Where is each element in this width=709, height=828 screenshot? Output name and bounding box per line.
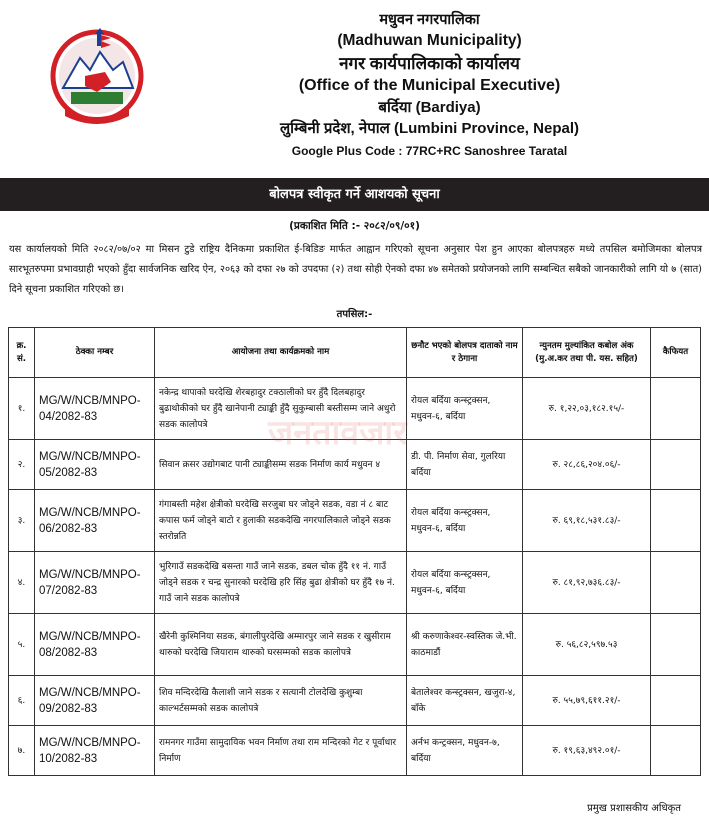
table-row: [9, 726, 701, 776]
cell-sn: ३.: [9, 490, 35, 552]
table-row: [9, 440, 701, 490]
signature-title: प्रमुख प्रशासकीय अधिकृत: [587, 803, 681, 814]
cell-bidder: श्री करुणाकेश्वर-स्वस्तिक जे.भी. काठमाडौं: [407, 614, 523, 676]
cell-contract-no: MG/W/NCB/MNPO-05/2082-83: [35, 440, 155, 490]
table-header-row: [9, 328, 701, 378]
header-sn: क्र. सं.: [9, 328, 35, 378]
cell-bidder: अर्नभ कन्ट्रक्सन, मधुवन-७, बर्दिया: [407, 726, 523, 776]
cell-contract-no: MG/W/NCB/MNPO-08/2082-83: [35, 614, 155, 676]
cell-project: खैरेनी कुश्मिनिया सडक, बंगालीपुरदेखि अम्मारपुर जाने सडक र खुसीराम थारुको घरदेखि जियाराम थारुको घरसम्मको सडक कालोपत्रे: [155, 614, 407, 676]
cell-remarks: [651, 440, 701, 490]
header-remarks: कैफियत: [651, 328, 701, 378]
cell-remarks: [651, 490, 701, 552]
cell-project: गंगाबस्ती महेश क्षेत्रीको घरदेखि सरजुबा घर जोड्ने सडक, वडा नं ८ बाट कपास फर्म जोड्ने बाटो र हुलाकी सडकदेखि नगरपालिकाले जोड्ने सडक स्तरोन्नति: [155, 490, 407, 552]
cell-amount: रु. ५६,८२,५९७.५३: [523, 614, 651, 676]
cell-bidder: रोयल बर्दिया कन्स्ट्रक्सन, मधुवन-६, बर्दिया: [407, 378, 523, 440]
table-row: [9, 614, 701, 676]
cell-remarks: [651, 726, 701, 776]
office-name-nepali: नगर कार्यपालिकाको कार्यालय: [339, 54, 520, 73]
cell-amount: रु. २८,८६,२०४.०६/-: [523, 440, 651, 490]
cell-sn: २.: [9, 440, 35, 490]
cell-sn: ७.: [9, 726, 35, 776]
district-name: बर्दिया (Bardiya): [378, 99, 481, 116]
cell-project: नकेन्द्र थापाको घरदेखि शेरबहादुर टक्ठालीको घर हुँदै दिलबहादुर बुढाथोकीको घर हुँदै खानेपानी ट्याङ्की हुँदै सुकुम्बासी बस्तीसम्म जाने अधुरो सडक कालोपत्रे: [155, 378, 407, 440]
cell-amount: रु. ५५,७९,६११.२१/-: [523, 676, 651, 726]
intro-paragraph: यस कार्यालयको मिति २०८२/०७/०२ मा मिसन टुडे राष्ट्रिय दैनिकमा प्रकाशित ई-बिडिङ मार्फत आह्वान गरिएको सूचना अनुसार पेश हुन आएका बोलपत्रहरु मध्ये तपसिल बमोजिमका बोलपत्र सारभूतरुपमा प्रभावग्राही भएको हुँदा सार्वजनिक खरिद ऐन, २०६३ को दफा २७ को उपदफा (२) तथा सोही ऐनको दफा ४७ समेतको प्रयोजनको लागि सम्बन्धित सबैको जानकारीको लागि यो ७ (सात) दिने सूचना प्रकाशित गरिएको छ।: [9, 244, 702, 295]
cell-sn: ६.: [9, 676, 35, 726]
cell-remarks: [651, 614, 701, 676]
cell-project: रामनगर गाउँमा सामुदायिक भवन निर्माण तथा राम मन्दिरको गेट र पूर्वाधार निर्माण: [155, 726, 407, 776]
header-project: आयोजना तथा कार्यक्रमको नाम: [155, 328, 407, 378]
table-row: [9, 490, 701, 552]
letterhead: [0, 0, 709, 178]
cell-bidder: रोयल बर्दिया कन्स्ट्रक्सन, मधुवन-६, बर्दिया: [407, 490, 523, 552]
cell-sn: ५.: [9, 614, 35, 676]
google-plus-code: Google Plus Code : 77RC+RC Sanoshree Taratal: [291, 144, 568, 158]
cell-project: शिव मन्दिरदेखि कैलाशी जाने सडक र सत्यानी टोलदेखि कुशुम्बा काल्भर्टसम्मको सडक कालोपत्रे: [155, 676, 407, 726]
cell-contract-no: MG/W/NCB/MNPO-10/2082-83: [35, 726, 155, 776]
cell-bidder: बेतालेश्वर कन्स्ट्रक्सन, खजुरा-४, बाँके: [407, 676, 523, 726]
cell-contract-no: MG/W/NCB/MNPO-06/2082-83: [35, 490, 155, 552]
table-row: [9, 378, 701, 440]
cell-contract-no: MG/W/NCB/MNPO-07/2082-83: [35, 552, 155, 614]
header-amount: न्युनतम मुल्यांकित कबोल अंक (मु.अ.कर तथा पी. यस. सहित): [523, 328, 651, 378]
cell-remarks: [651, 552, 701, 614]
watermark: जनतावजार: [268, 413, 408, 453]
table-row: [9, 552, 701, 614]
cell-bidder: रोयल बर्दिया कन्स्ट्रक्सन, मधुवन-६, बर्दिया: [407, 552, 523, 614]
province-name: लुम्बिनी प्रदेश, नेपाल (Lumbini Province, Nepal): [279, 120, 579, 137]
cell-sn: १.: [9, 378, 35, 440]
municipality-name-english: (Madhuwan Municipality): [337, 32, 522, 49]
details-label: तपसिल:-: [336, 309, 373, 320]
cell-amount: रु. १,२२,०३,१८२.१५/-: [523, 378, 651, 440]
published-date: (प्रकाशित मिति :- २०८२/०९/०१): [289, 220, 420, 232]
cell-contract-no: MG/W/NCB/MNPO-04/2082-83: [35, 378, 155, 440]
cell-amount: रु. १९,६३,४९२.०१/-: [523, 726, 651, 776]
cell-amount: रु. ६९,१८,५३१.८३/-: [523, 490, 651, 552]
cell-contract-no: MG/W/NCB/MNPO-09/2082-83: [35, 676, 155, 726]
cell-remarks: [651, 378, 701, 440]
header-contract-no: ठेक्का नम्बर: [35, 328, 155, 378]
bid-acceptance-table: [8, 327, 701, 776]
office-name-english: (Office of the Municipal Executive): [298, 77, 561, 94]
table-row: [9, 676, 701, 726]
cell-amount: रु. ८१,९२,७३६.८३/-: [523, 552, 651, 614]
cell-project: सिवान क्रसर उद्योगबाट पानी ट्याङ्कीसम्म सडक निर्माण कार्य मधुवन ४: [155, 440, 407, 490]
cell-project: भुरिगाउँ सडकदेखि बसन्ता गाउँ जाने सडक, डबल चोक हुँदै ११ नं. गाउँ जोड्ने सडक र चन्द्र सुनारको घरदेखि हरि सिंह बुढा क्षेत्रीको घर हुँदै १७ नं. गाउँ जाने सडक कालोपत्रे: [155, 552, 407, 614]
cell-remarks: [651, 676, 701, 726]
municipality-name-nepali: मधुवन नगरपालिका: [379, 12, 480, 28]
cell-sn: ४.: [9, 552, 35, 614]
header-bidder: छनौट भएको बोलपत्र दाताको नाम र ठेगाना: [407, 328, 523, 378]
notice-title: बोलपत्र स्वीकृत गर्ने आशयको सूचना: [0, 178, 709, 211]
nepal-emblem-icon: [45, 26, 150, 128]
cell-bidder: डी. पी. निर्माण सेवा, गुलरिया बर्दिया: [407, 440, 523, 490]
